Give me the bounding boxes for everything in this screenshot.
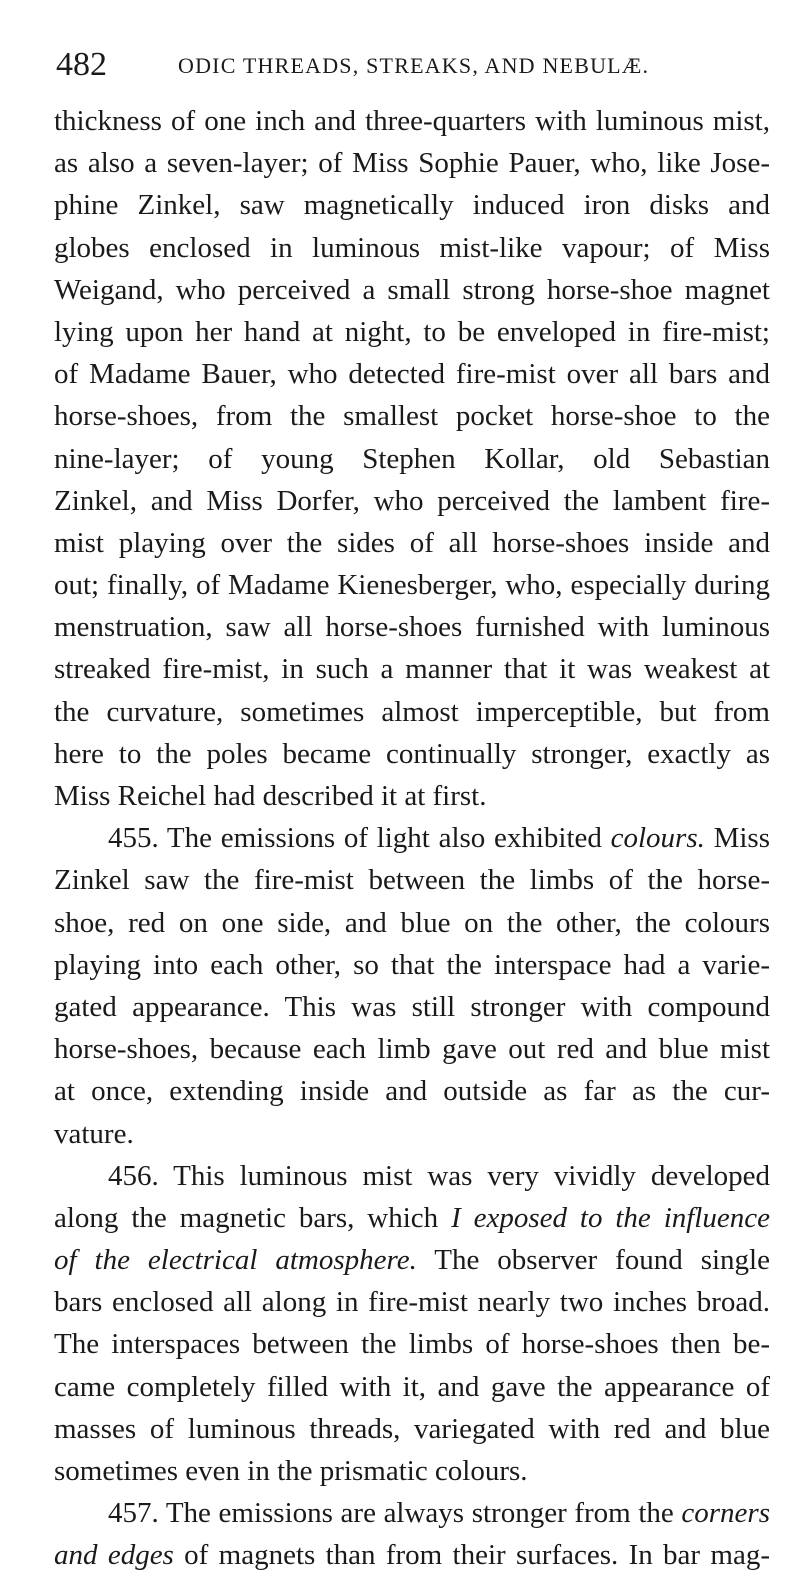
text-segment: Weigand, who perceived a small strong horse-shoe magnet xyxy=(54,273,770,306)
italic-text: I exposed to the influence xyxy=(451,1201,770,1234)
text-segment: of Madame Bauer, who detected fire-mist over all bars and xyxy=(54,358,770,391)
text-segment: of magnets than from their surfaces. In bar mag- xyxy=(173,1539,770,1572)
text-line xyxy=(54,1408,770,1450)
text-segment: Zinkel saw the fire-mist between the limbs of the horse- xyxy=(54,864,770,897)
text-segment: out; finally, of Madame Kienesberger, who, especially during xyxy=(54,569,770,602)
text-line xyxy=(54,775,770,817)
text-segment: masses of luminous threads, variegated with red and blue xyxy=(54,1412,770,1445)
italic-text: colours. xyxy=(610,822,705,855)
text-line xyxy=(54,1366,770,1408)
text-segment: nine-layer; of young Stephen Kollar, old Sebastian xyxy=(54,442,770,475)
text-line xyxy=(54,1070,770,1112)
text-line xyxy=(54,859,770,901)
text-segment: Zinkel, and Miss Dorfer, who perceived the lambent fire- xyxy=(54,484,770,517)
text-line xyxy=(54,648,770,690)
text-segment: shoe, red on one side, and blue on the other, the colours xyxy=(54,906,770,939)
text-line xyxy=(54,1155,770,1197)
text-segment: horse-shoes, from the smallest pocket horse-shoe to the xyxy=(54,400,770,433)
text-line xyxy=(54,353,770,395)
text-line xyxy=(54,269,770,311)
running-title: ODIC THREADS, STREAKS, AND NEBULÆ. xyxy=(178,53,650,78)
text-segment: gated appearance. This was still stronger with compound xyxy=(54,990,770,1023)
text-line xyxy=(54,1534,770,1576)
text-segment: sometimes even in the prismatic colours. xyxy=(54,1455,528,1487)
text-segment: mist playing over the sides of all horse-shoes inside and xyxy=(54,526,770,559)
text-segment: as also a seven-layer; of Miss Sophie Pauer, who, like Jose- xyxy=(54,147,770,180)
text-segment: playing into each other, so that the interspace had a varie- xyxy=(54,948,770,981)
text-segment: The observer found single xyxy=(416,1244,770,1277)
text-line xyxy=(54,311,770,353)
text-line xyxy=(54,902,770,944)
italic-text: corners xyxy=(681,1497,770,1530)
text-segment: lying upon her hand at night, to be enveloped in fire-mist; xyxy=(54,315,770,348)
text-line xyxy=(54,395,770,437)
text-line xyxy=(54,438,770,480)
text-segment: at once, extending inside and outside as far as the cur- xyxy=(54,1075,770,1108)
text-line xyxy=(54,1028,770,1070)
text-line xyxy=(54,522,770,564)
text-segment: Miss Reichel had described it at first. xyxy=(54,780,487,812)
text-line xyxy=(54,733,770,775)
running-head xyxy=(56,46,756,84)
text-line xyxy=(54,606,770,648)
text-line xyxy=(54,1197,770,1239)
text-line xyxy=(54,227,770,269)
page-number: 482 xyxy=(56,46,107,83)
text-line xyxy=(54,986,770,1028)
text-line xyxy=(54,1492,770,1534)
italic-text: of the electrical atmosphere. xyxy=(54,1244,417,1277)
text-segment: 457. The emissions are always stronger from the xyxy=(108,1497,682,1530)
text-line xyxy=(54,100,770,142)
body-text xyxy=(54,100,770,1577)
text-line xyxy=(54,691,770,733)
text-segment: 456. This luminous mist was very vividly developed xyxy=(108,1159,770,1192)
text-segment: along the magnetic bars, which xyxy=(54,1201,452,1234)
text-line xyxy=(54,1239,770,1281)
text-segment: vature. xyxy=(54,1117,134,1150)
text-line xyxy=(54,184,770,226)
text-segment: streaked fire-mist, in such a manner that it was weakest at xyxy=(54,653,770,686)
text-segment: here to the poles became continually stronger, exactly as xyxy=(54,737,770,770)
text-line xyxy=(54,142,770,184)
text-segment: globes enclosed in luminous mist-like vapour; of Miss xyxy=(54,231,770,264)
text-line xyxy=(54,1113,770,1155)
text-line xyxy=(54,1323,770,1365)
text-segment: thickness of one inch and three-quarters with luminous mist, xyxy=(54,105,770,137)
text-segment: the curvature, sometimes almost imperceptible, but from xyxy=(54,695,770,728)
text-segment: menstruation, saw all horse-shoes furnished with luminous xyxy=(54,611,770,644)
text-segment: came completely filled with it, and gave the appearance of xyxy=(54,1370,770,1403)
text-segment: The interspaces between the limbs of horse-shoes then be- xyxy=(54,1328,770,1361)
text-segment: phine Zinkel, saw magnetically induced iron disks and xyxy=(54,189,770,222)
italic-text: and edges xyxy=(54,1539,174,1572)
text-line xyxy=(54,1450,770,1492)
text-line xyxy=(54,1281,770,1323)
text-segment: horse-shoes, because each limb gave out red and blue mist xyxy=(54,1033,770,1066)
text-line xyxy=(54,817,770,859)
text-line xyxy=(54,480,770,522)
text-segment: Miss xyxy=(704,822,770,855)
text-segment: bars enclosed all along in fire-mist nearly two inches broad. xyxy=(54,1286,770,1319)
text-line xyxy=(54,944,770,986)
text-segment: 455. The emissions of light also exhibited xyxy=(108,822,611,855)
text-line xyxy=(54,564,770,606)
